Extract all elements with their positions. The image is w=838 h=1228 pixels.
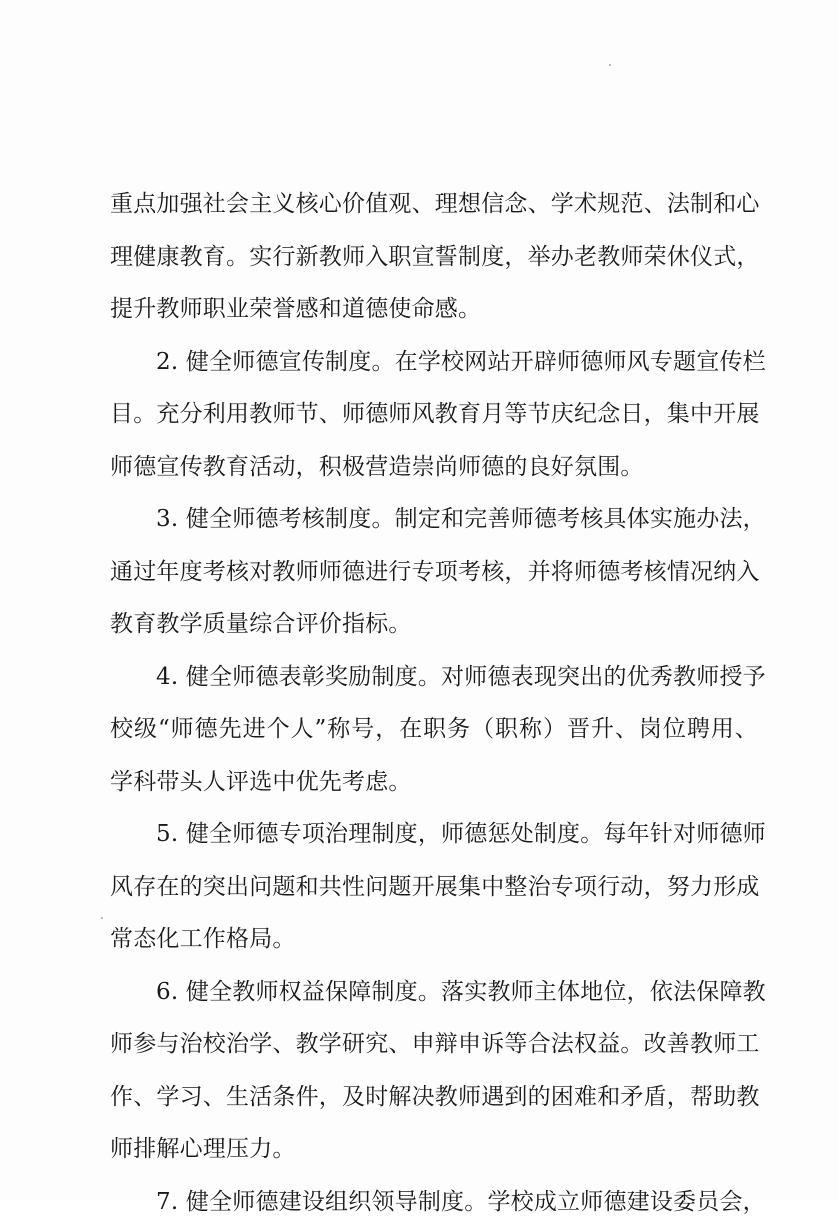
text-line: 风存在的突出问题和共性问题开展集中整治专项行动，努力形成	[110, 861, 758, 914]
paragraph-item-2	[110, 336, 758, 494]
text-line: 6. 健全教师权益保障制度。落实教师主体地位，依法保障教	[110, 966, 758, 1019]
text-line: 学科带头人评选中优先考虑。	[110, 756, 758, 809]
text-line: 通过年度考核对教师师德进行专项考核，并将师德考核情况纳入	[110, 546, 758, 599]
text-line: 4. 健全师德表彰奖励制度。对师德表现突出的优秀教师授予	[110, 651, 758, 704]
paragraph-intro	[110, 178, 758, 336]
paragraph-item-4	[110, 651, 758, 809]
text-line: 常态化工作格局。	[110, 913, 758, 966]
text-line: 3. 健全师德考核制度。制定和完善师德考核具体实施办法，	[110, 493, 758, 546]
text-line: 师参与治校治学、教学研究、申辩申诉等合法权益。改善教师工	[110, 1018, 758, 1071]
text-line: 校级“师德先进个人”称号，在职务（职称）晋升、岗位聘用、	[110, 703, 758, 756]
text-line: 师德宣传教育活动，积极营造崇尚师德的良好氛围。	[110, 441, 758, 494]
scan-speck	[609, 64, 611, 66]
paragraph-item-6	[110, 966, 758, 1176]
paragraph-item-3	[110, 493, 758, 651]
text-line: 2. 健全师德宣传制度。在学校网站开辟师德师风专题宣传栏	[110, 336, 758, 389]
paragraph-item-5	[110, 808, 758, 966]
text-line: 5. 健全师德专项治理制度，师德惩处制度。每年针对师德师	[110, 808, 758, 861]
text-line: 理健康教育。实行新教师入职宣誓制度，举办老教师荣休仪式，	[110, 231, 758, 284]
text-line: 目。充分利用教师节、师德师风教育月等节庆纪念日，集中开展	[110, 388, 758, 441]
text-line: 师排解心理压力。	[110, 1123, 758, 1176]
text-line: 作、学习、生活条件，及时解决教师遇到的困难和矛盾，帮助教	[110, 1071, 758, 1124]
scan-speck	[101, 917, 103, 919]
paragraph-item-7	[110, 1176, 758, 1228]
text-line: 教育教学质量综合评价指标。	[110, 598, 758, 651]
document-body	[110, 178, 758, 1228]
text-line: 重点加强社会主义核心价值观、理想信念、学术规范、法制和心	[110, 178, 758, 231]
text-line: 提升教师职业荣誉感和道德使命感。	[110, 283, 758, 336]
text-line: 7. 健全师德建设组织领导制度。学校成立师德建设委员会，	[110, 1176, 758, 1228]
